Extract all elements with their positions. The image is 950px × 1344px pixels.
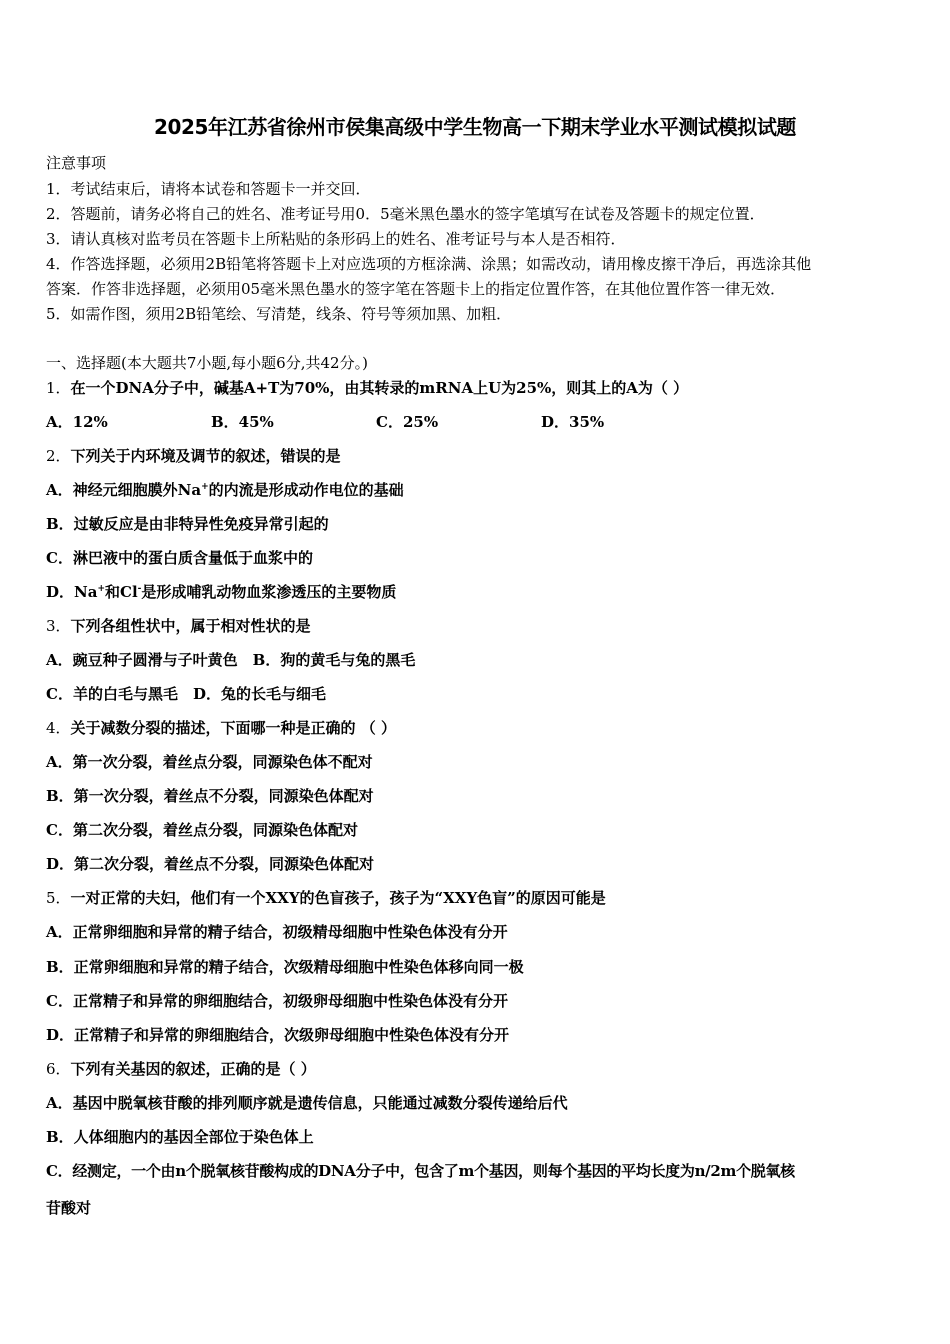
question-text: 下列有关基因的叙述，正确的是（ ）	[70, 1060, 316, 1078]
notice-item-3: 3．请认真核对监考员在答题卡上所粘贴的条形码上的姓名、准考证号与本人是否相符．	[46, 230, 626, 248]
option-text: D．Na	[46, 583, 98, 601]
option-d: D．35%	[541, 413, 605, 431]
question-6	[46, 1058, 916, 1079]
superscript: +	[201, 482, 209, 492]
question-4-option-a: A．第一次分裂，着丝点分裂，同源染色体不配对	[46, 753, 373, 771]
question-number: 3．	[46, 617, 71, 635]
question-number: 4．	[46, 719, 71, 737]
option-text: 是形成哺乳动物血浆渗透压的主要物质	[141, 583, 397, 601]
question-number: 6．	[46, 1060, 71, 1078]
notice-item-4-cont: 答案．作答非选择题，必须用05毫米黑色墨水的签字笔在答题卡上的指定位置作答，在其他位置作答一律无效．	[46, 280, 786, 298]
notice-item-5: 5．如需作图，须用2B铅笔绘、写清楚，线条、符号等须加黑、加粗．	[46, 305, 512, 323]
question-2-option-a	[46, 479, 916, 500]
question-5-option-a: A．正常卵细胞和异常的精子结合，初级精母细胞中性染色体没有分开	[46, 923, 508, 941]
question-2-option-d	[46, 581, 916, 602]
notice-item-4: 4．作答选择题，必须用2B铅笔将答题卡上对应选项的方框涂满、涂黑；如需改动，请用橡皮擦干净后，再选涂其他	[46, 255, 812, 273]
page-title: 2025年江苏省徐州市侯集高级中学生物高一下期末学业水平测试模拟试题	[153, 115, 797, 139]
question-text: 关于减数分裂的描述，下面哪一种是正确的 （ ）	[70, 719, 396, 737]
question-5-option-b: B．正常卵细胞和异常的精子结合，次级精母细胞中性染色体移向同一极	[46, 958, 524, 976]
notice-item-2: 2．答题前，请务必将自己的姓名、准考证号用0．5毫米黑色墨水的签字笔填写在试卷及答题卡的规定位置．	[46, 205, 765, 223]
question-1-options	[46, 411, 916, 432]
question-6-option-a: A．基因中脱氧核苷酸的排列顺序就是遗传信息，只能通过减数分裂传递给后代	[46, 1094, 568, 1112]
question-number: 2．	[46, 447, 71, 465]
question-5-option-c: C．正常精子和异常的卵细胞结合，初级卵母细胞中性染色体没有分开	[46, 992, 508, 1010]
notice-item-1: 1．考试结束后，请将本试卷和答题卡一并交回．	[46, 180, 371, 198]
question-4-option-b: B．第一次分裂，着丝点不分裂，同源染色体配对	[46, 787, 374, 805]
question-2-option-b: B．过敏反应是由非特异性免疫异常引起的	[46, 515, 329, 533]
question-text: 下列各组性状中，属于相对性状的是	[70, 617, 311, 635]
question-5-option-d: D．正常精子和异常的卵细胞结合，次级卵母细胞中性染色体没有分开	[46, 1026, 510, 1044]
option-text: A．神经元细胞膜外Na	[46, 481, 202, 499]
question-3-options-cd: C．羊的白毛与黑毛 D．兔的长毛与细毛	[46, 685, 326, 703]
option-text: 的内流是形成动作电位的基础	[208, 481, 404, 499]
question-1	[46, 377, 916, 398]
superscript: +	[97, 584, 105, 594]
question-6-option-c: C．经测定，一个由n个脱氧核苷酸构成的DNA分子中，包含了m个基因，则每个基因的平均长度为n/2m个脱氧核	[46, 1162, 795, 1180]
question-4-option-d: D．第二次分裂，着丝点不分裂，同源染色体配对	[46, 855, 375, 873]
option-b: B．45%	[211, 413, 274, 431]
question-2-option-c: C．淋巴液中的蛋白质含量低于血浆中的	[46, 549, 313, 567]
question-3-options-ab: A．豌豆种子圆滑与子叶黄色 B．狗的黄毛与兔的黑毛	[46, 651, 416, 669]
question-text: 一对正常的夫妇，他们有一个XXY的色盲孩子，孩子为“XXY色盲”的原因可能是	[70, 889, 606, 907]
option-c: C．25%	[376, 413, 439, 431]
option-text: 和Cl	[105, 583, 138, 601]
question-4	[46, 717, 916, 738]
question-4-option-c: C．第二次分裂，着丝点分裂，同源染色体配对	[46, 821, 358, 839]
question-number: 1．	[46, 379, 71, 397]
notice-heading: 注意事项	[46, 154, 107, 172]
question-number: 5．	[46, 889, 71, 907]
question-text: 下列关于内环境及调节的叙述，错误的是	[70, 447, 341, 465]
question-2	[46, 445, 916, 466]
question-text: 在一个DNA分子中，碱基A+T为70%，由其转录的mRNA上U为25%，则其上的A为（ ）	[70, 379, 689, 397]
question-6-option-b: B．人体细胞内的基因全部位于染色体上	[46, 1128, 314, 1146]
section-heading: 一、选择题(本大题共7小题,每小题6分,共42分。)	[46, 354, 368, 372]
question-5	[46, 887, 916, 908]
superscript: -	[137, 584, 142, 594]
question-3	[46, 615, 916, 636]
question-6-option-c-cont: 苷酸对	[46, 1199, 92, 1217]
option-a: A．12%	[46, 413, 108, 431]
